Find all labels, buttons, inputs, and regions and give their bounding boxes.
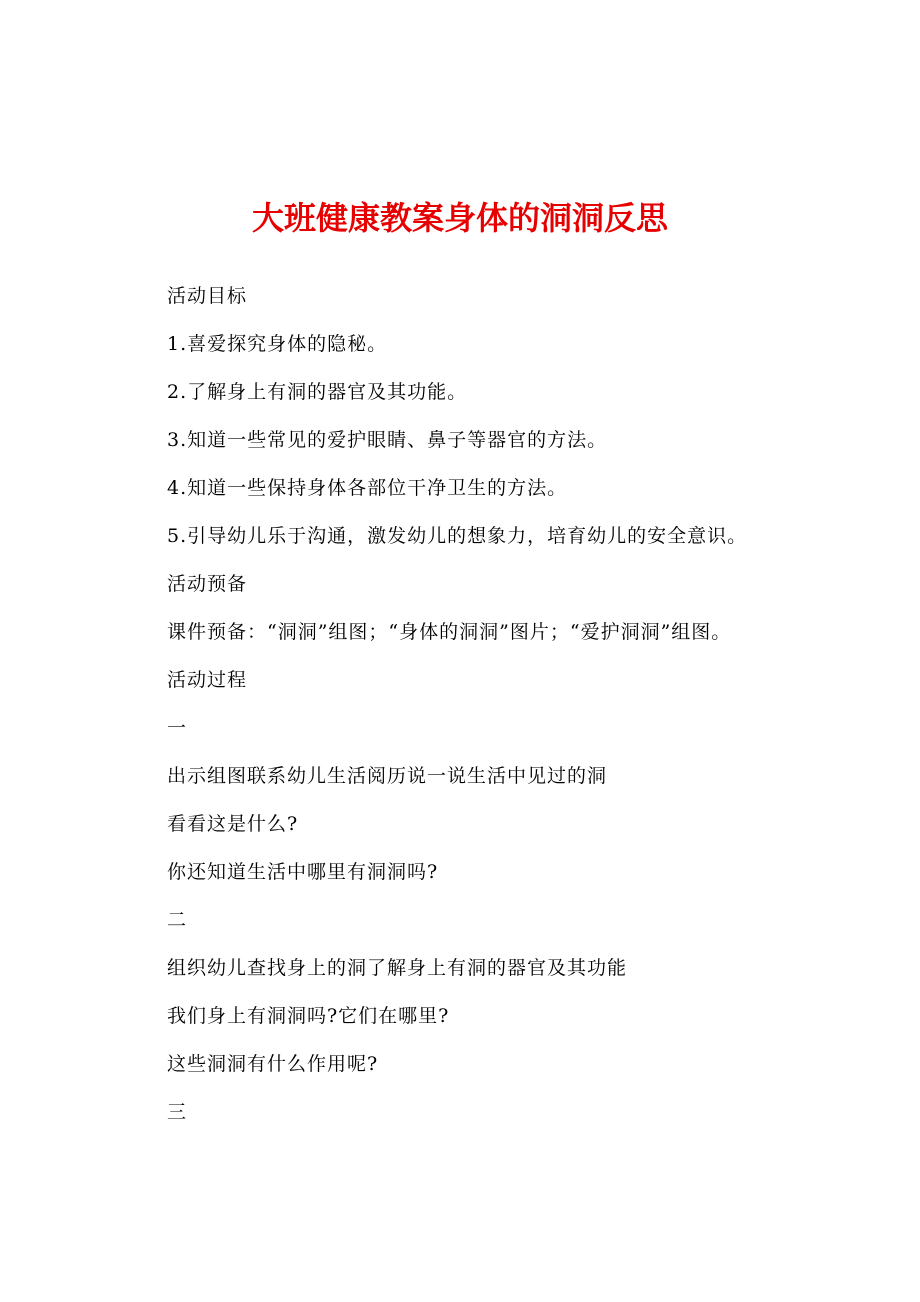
document-title: 大班健康教案身体的洞洞反思 <box>251 199 668 237</box>
step-1-question-1: 看看这是什么? <box>167 813 299 835</box>
section-heading-preparation: 活动预备 <box>167 573 248 595</box>
goal-item-4: 4.知道一些保持身体各部位干净卫生的方法。 <box>167 477 568 499</box>
goal-item-1: 1.喜爱探究身体的隐秘。 <box>167 333 388 355</box>
step-number-2: 二 <box>167 909 188 931</box>
step-2-question-1: 我们身上有洞洞吗?它们在哪里? <box>167 1005 450 1027</box>
goal-item-3: 3.知道一些常见的爱护眼睛、鼻子等器官的方法。 <box>167 429 608 451</box>
step-1-description: 出示组图联系幼儿生活阅历说一说生活中见过的洞 <box>167 765 608 787</box>
step-number-3: 三 <box>167 1101 188 1123</box>
step-number-1: 一 <box>167 717 188 739</box>
step-2-description: 组织幼儿查找身上的洞了解身上有洞的器官及其功能 <box>167 957 628 979</box>
step-2-question-2: 这些洞洞有什么作用呢? <box>167 1053 379 1075</box>
goal-item-5: 5.引导幼儿乐于沟通，激发幼儿的想象力，培育幼儿的安全意识。 <box>167 525 748 547</box>
goal-item-2: 2.了解身上有洞的器官及其功能。 <box>167 381 468 403</box>
section-heading-goals: 活动目标 <box>167 285 248 307</box>
section-heading-process: 活动过程 <box>167 669 248 691</box>
preparation-text: 课件预备：“洞洞”组图；“身体的洞洞”图片；“爱护洞洞”组图。 <box>167 621 732 643</box>
step-1-question-2: 你还知道生活中哪里有洞洞吗? <box>167 861 439 883</box>
